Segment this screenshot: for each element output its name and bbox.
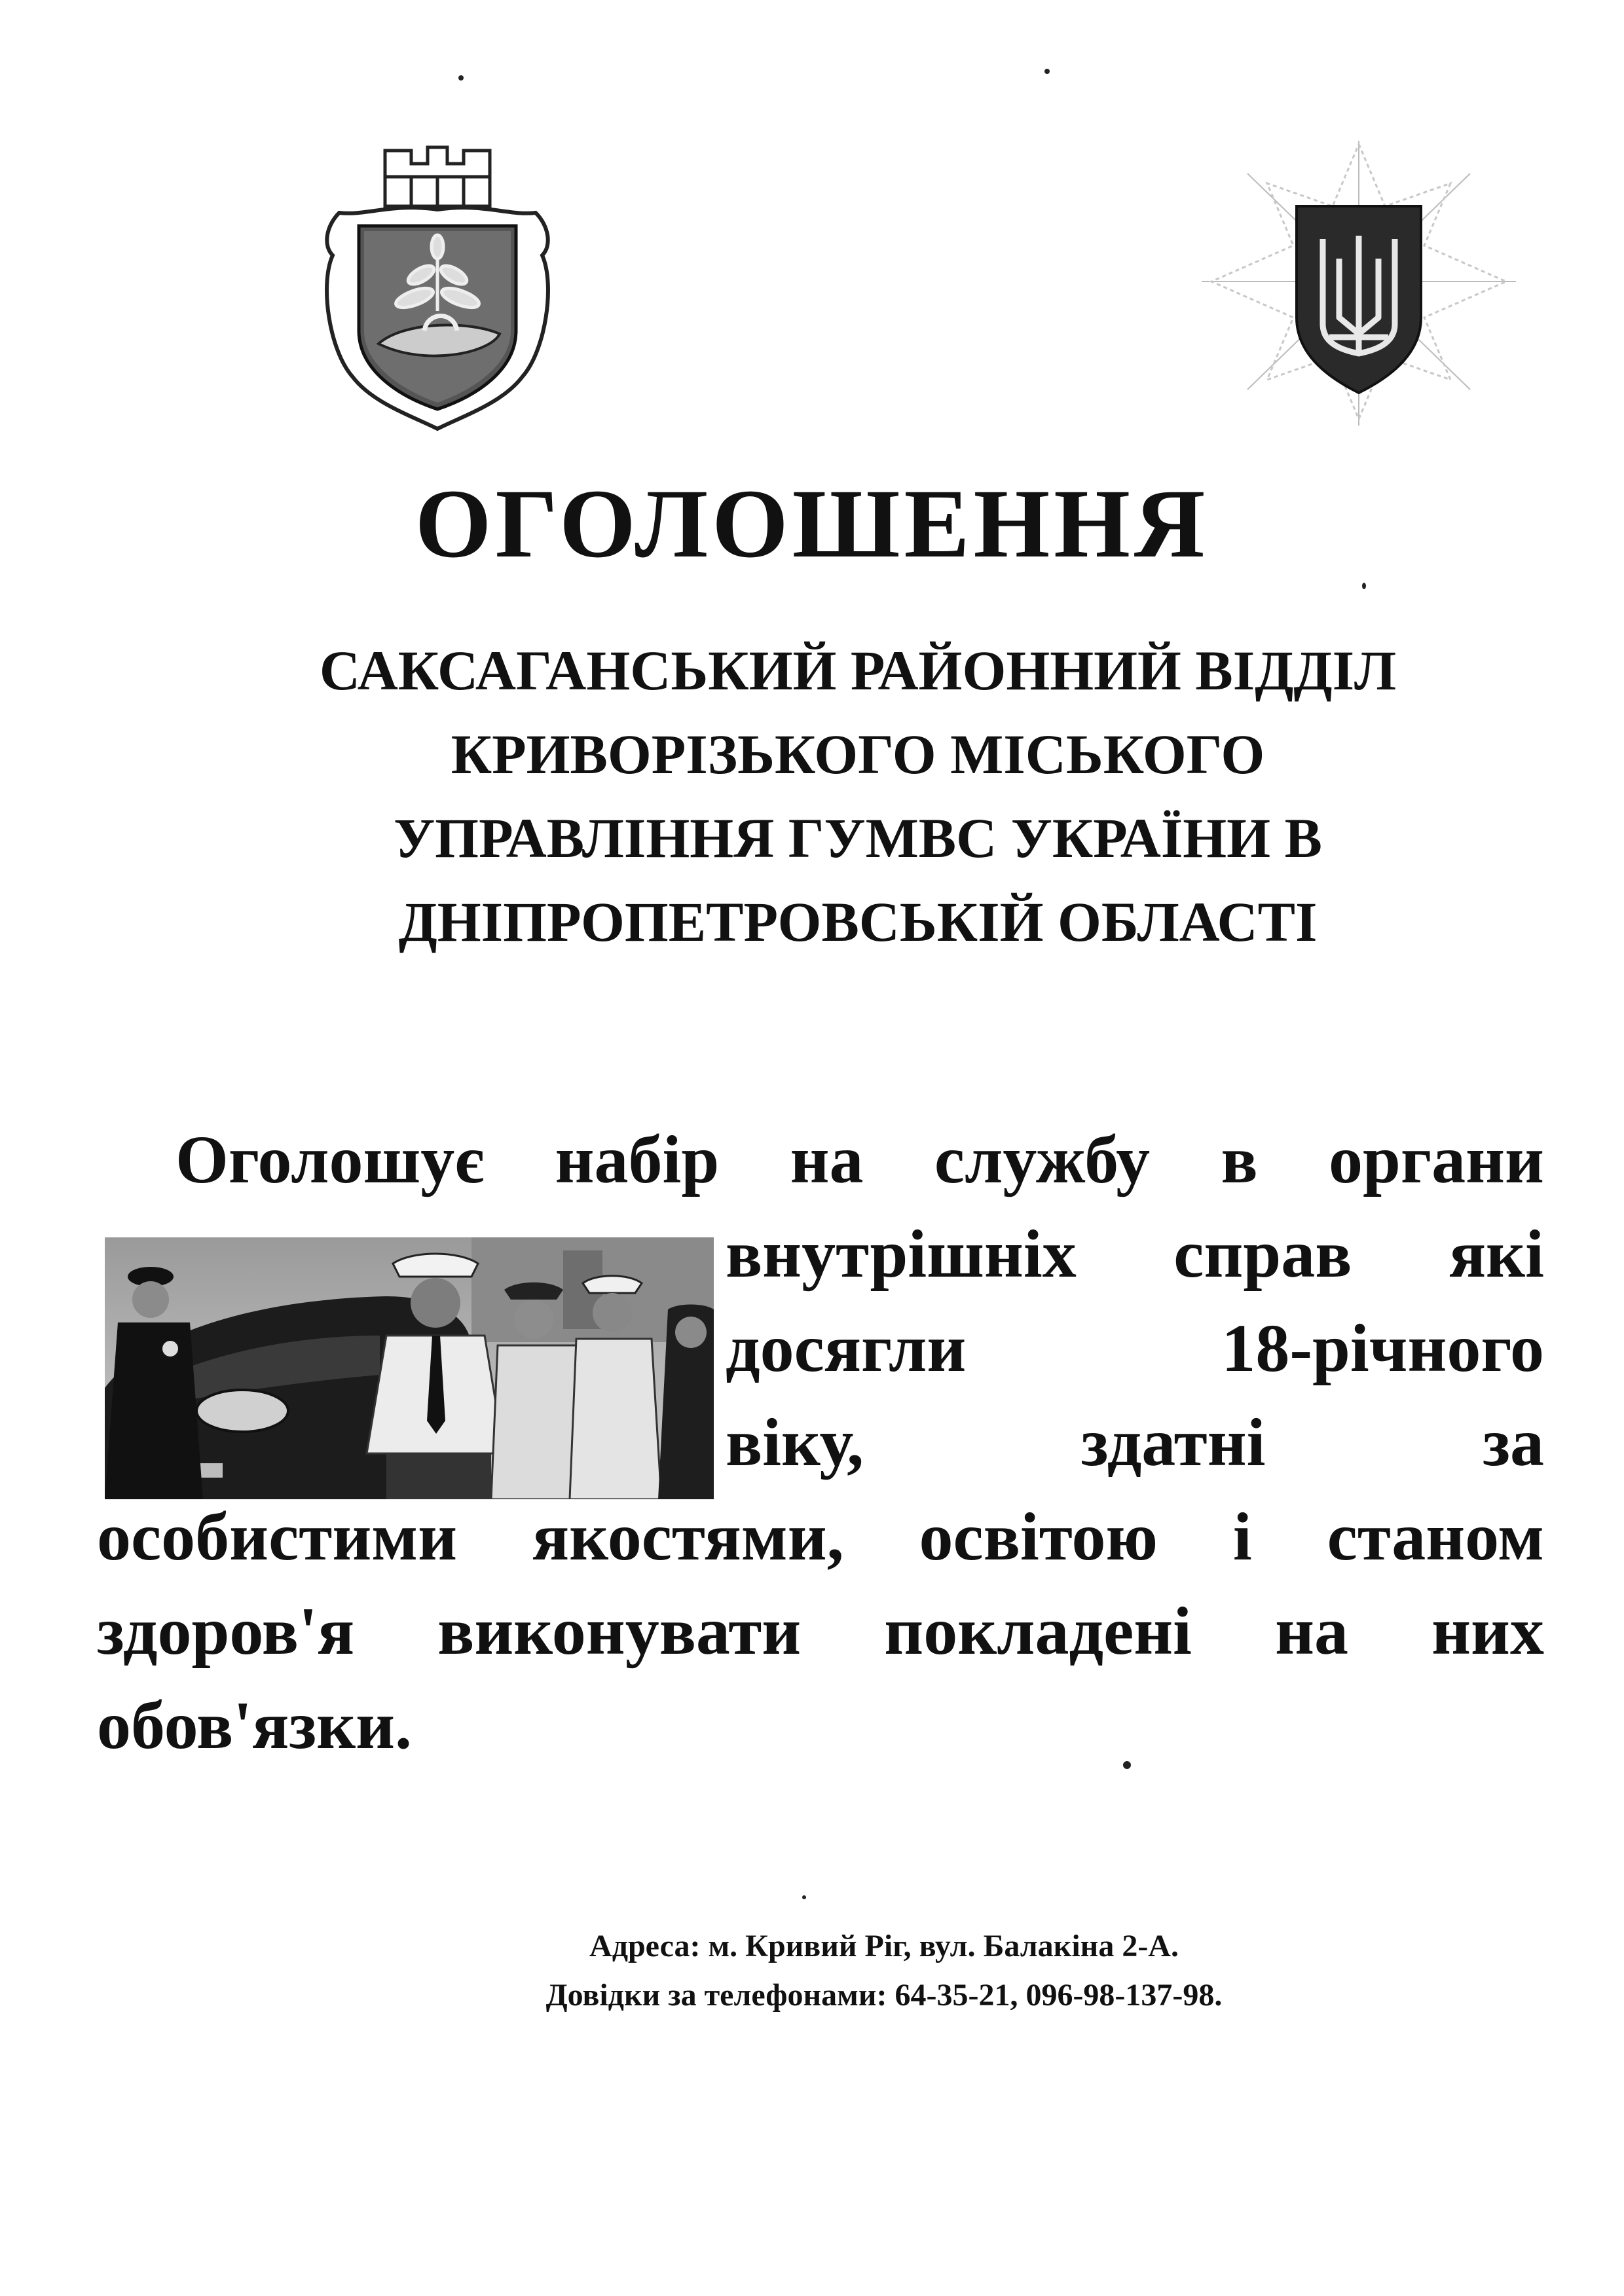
body-line	[97, 1396, 1544, 1490]
body-word: органи	[1329, 1122, 1544, 1197]
city-coat-of-arms-icon	[313, 134, 562, 432]
department-line: САКСАГАНСЬКИЙ РАЙОННИЙ ВІДДІЛ	[319, 639, 1397, 702]
body-word: і	[1232, 1499, 1252, 1575]
body-word: які	[1449, 1216, 1544, 1292]
body-word: на	[1275, 1594, 1349, 1669]
body-word: освітою	[919, 1499, 1158, 1575]
department-heading	[170, 629, 1545, 964]
page-title: ОГОЛОШЕННЯ	[415, 469, 1209, 578]
body-word: обов'язки.	[97, 1688, 412, 1763]
body-word: службу	[934, 1122, 1151, 1197]
phone-text: Довідки за телефонами: 64-35-21, 096-98-137-98.	[545, 1978, 1223, 2013]
scan-speck	[458, 75, 464, 81]
scan-speck	[1362, 583, 1366, 589]
body-line	[97, 1113, 1544, 1207]
announcement-body	[97, 1113, 1544, 1773]
body-word: справ	[1173, 1216, 1352, 1292]
body-line	[97, 1207, 1544, 1302]
body-word: Оголошує	[175, 1122, 485, 1197]
body-word: особистими	[97, 1499, 458, 1575]
body-word: за	[1483, 1405, 1544, 1480]
department-line: ДНІПРОПЕТРОВСЬКІЙ ОБЛАСТІ	[398, 890, 1318, 953]
body-word: виконувати	[437, 1594, 802, 1669]
body-word: них	[1431, 1594, 1544, 1669]
body-word: на	[790, 1122, 864, 1197]
body-word: в	[1221, 1122, 1258, 1197]
body-line	[97, 1302, 1544, 1396]
address-text: Адреса: м. Кривий Ріг, вул. Балакіна 2-А.	[589, 1929, 1179, 1963]
scan-speck	[1044, 69, 1050, 74]
department-line: УПРАВЛІННЯ ГУМВС УКРАЇНИ В	[394, 807, 1322, 869]
department-line: КРИВОРІЗЬКОГО МІСЬКОГО	[451, 723, 1265, 786]
body-word: здатні	[1080, 1405, 1266, 1480]
police-star-trident-icon	[1189, 128, 1529, 435]
body-word: 18-річного	[1221, 1311, 1544, 1386]
body-word: віку,	[726, 1405, 864, 1480]
body-word: покладені	[884, 1594, 1192, 1669]
body-line	[97, 1584, 1544, 1679]
body-word: станом	[1327, 1499, 1544, 1575]
body-word: здоров'я	[97, 1594, 355, 1669]
body-line	[97, 1490, 1544, 1584]
body-word: якостями,	[532, 1499, 844, 1575]
body-word: досягли	[726, 1311, 967, 1386]
body-line	[97, 1679, 1544, 1773]
scan-speck	[1123, 1761, 1131, 1769]
body-word: набір	[555, 1122, 720, 1197]
scan-speck	[802, 1895, 806, 1899]
contact-info	[393, 1922, 1375, 2020]
body-word: внутрішніх	[726, 1216, 1077, 1292]
